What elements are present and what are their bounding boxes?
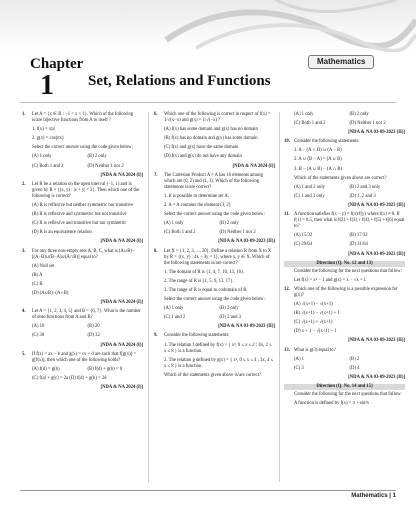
- question-text: (B) R is reflexive and symmetric but not transitive: [32, 212, 127, 218]
- question-line: [154, 145, 275, 151]
- question-line: [284, 320, 405, 326]
- question-line: [284, 357, 405, 363]
- question-line: [22, 230, 143, 236]
- question-line: [154, 203, 275, 209]
- answer-option: (C) 1 and 3 only: [294, 193, 325, 199]
- question-text: Which of the statements given above are correct?: [294, 175, 387, 181]
- question-line: [284, 311, 405, 317]
- answer-option: (B) 2 only: [219, 306, 239, 312]
- exam-source-tag: [NDA & NA 2024 (I)]: [100, 300, 143, 306]
- question-number: [284, 278, 294, 284]
- question-number: [22, 273, 32, 279]
- question-text: 2. The relation g defined by g(x) = { x², 0 ≤ x ≤ 4 ; 3x, 4 ≤ x ≤ 8 } is a function.: [164, 357, 274, 369]
- question-number: [154, 315, 164, 321]
- question-number: [22, 154, 32, 160]
- question-number: [284, 269, 294, 275]
- question-number: [154, 358, 164, 370]
- column-middle: [154, 112, 275, 382]
- header-band: [0, 0, 416, 52]
- question-number: [284, 320, 294, 326]
- question-number: [22, 145, 32, 151]
- question-text: Consider the following statements:: [294, 139, 360, 145]
- question-number: [284, 112, 294, 118]
- question-line: [154, 297, 275, 303]
- question-line: [154, 194, 275, 200]
- answer-option: (C) Both 1 and 2: [294, 121, 326, 127]
- answer-option: (A) 1 only: [164, 306, 184, 312]
- answer-option: (D) Neither 1 nor 2: [349, 121, 386, 127]
- question-number: [154, 145, 164, 151]
- question-number: [284, 167, 294, 173]
- answer-option: (A) 10: [32, 324, 45, 330]
- question-text: 2. g(x) = cos(πx): [32, 136, 64, 142]
- question-number: [284, 242, 294, 248]
- question-line: [154, 373, 275, 379]
- question-number: [284, 311, 294, 317]
- exam-source-tag: [NDA & NA 03-09-2023 (II)]: [348, 202, 405, 208]
- question-text: 1. It is possible to determine set A.: [164, 193, 229, 199]
- question-line: [284, 233, 405, 239]
- question-text: (C) B: [32, 281, 43, 287]
- column-divider: [279, 112, 280, 482]
- question-line: [22, 333, 143, 339]
- question-text: (D) R is an equivalence relation: [32, 230, 92, 236]
- question-number: [284, 121, 294, 127]
- question-number: 8.: [154, 248, 158, 254]
- question-number: [154, 136, 164, 142]
- question-text: (A) √(x+1) − √(x+1): [294, 302, 333, 308]
- question-number: [284, 329, 294, 335]
- question-text: Select the correct answer using the code given below:: [32, 145, 133, 151]
- direction-banner: Direction (Q. No. 14 and 15): [284, 384, 405, 390]
- answer-option: (A) 1 only: [294, 112, 314, 117]
- question-line: [154, 230, 275, 236]
- question-number: [154, 373, 164, 379]
- question-text: If f(x) = ax − b and g(x) = cx + d are such that f[g(x)] = g[f(x)], then which one of the following holds?: [32, 351, 137, 363]
- question-line: [154, 249, 275, 267]
- question-text: (B) A: [32, 272, 43, 278]
- question-line: [284, 167, 405, 173]
- question-number: [154, 288, 164, 294]
- question-number: [22, 333, 32, 339]
- question-text: Consider the following for the next questions that follow:: [294, 392, 402, 397]
- answer-option: (D) 2 and 3: [219, 315, 241, 321]
- answer-option: (B) f(d) + g(b) = 0: [87, 366, 123, 372]
- question-line: [284, 392, 405, 398]
- question-line: [22, 127, 143, 133]
- question-line: [154, 358, 275, 370]
- question-text: (D) f(x) and g(x) do not have any domain: [164, 154, 242, 160]
- question-line: [22, 309, 143, 321]
- question-number: 2.: [22, 181, 26, 187]
- answer-option: (B) 2 only: [349, 112, 369, 117]
- question-number: [22, 221, 32, 227]
- question-number: [22, 127, 32, 133]
- question-line: [22, 324, 143, 330]
- question-line: [284, 212, 405, 230]
- exam-source-tag: [NDA & NA 2024 (I)]: [100, 385, 143, 390]
- question-text: A function satisfies f(x − y) = f(x)/f(y) where f(x) ≠ 0. If f(1) = 0.5, then what is f(2) + f(3) + f(4) + f(5) + f(6) equal to?: [294, 212, 405, 230]
- question-text: (A) R is reflexive but neither symmetric nor transitive: [32, 203, 134, 209]
- page-footer: Mathematics | 1: [351, 493, 396, 499]
- question-line: [22, 249, 143, 261]
- answer-option: (A) 15/32: [294, 233, 313, 239]
- subject-tag: Mathematics: [308, 55, 374, 69]
- question-number: [154, 279, 164, 285]
- chapter-title: Set, Relations and Functions: [88, 73, 271, 89]
- answer-option: (C) Both 1 and 2: [32, 163, 64, 169]
- answer-option: (D) 31/64: [349, 242, 368, 248]
- question-number: [22, 367, 32, 373]
- question-text: (B) f(x) has no domain and g(x) has some domain: [164, 136, 258, 142]
- question-number: [22, 136, 32, 142]
- question-line: [284, 366, 405, 372]
- question-line: [22, 221, 143, 227]
- question-number: [284, 392, 294, 398]
- question-text: 1. The domain of R is {1, 4, 7, 10, 13, 16}.: [164, 269, 245, 275]
- question-line: [154, 127, 275, 133]
- question-number: [154, 221, 164, 227]
- question-line: [284, 176, 405, 182]
- question-line: [154, 173, 275, 191]
- question-number: [22, 212, 32, 218]
- title-divider: [20, 102, 396, 103]
- question-number: [154, 343, 164, 355]
- question-number: [154, 194, 164, 200]
- question-number: [154, 127, 164, 133]
- question-text: (C) f(a) + g(c) = 2a (D) f(d) + g(b) = 2d: [32, 375, 107, 381]
- answer-option: (C) 1 and 2: [164, 315, 186, 321]
- question-line: [154, 306, 275, 312]
- question-number: [22, 282, 32, 288]
- question-text: (D) x + 1 − √(x+1) + 1: [294, 329, 337, 335]
- question-text: A function is defined by f(x) = π + sin²x: [294, 401, 370, 407]
- question-line: [154, 315, 275, 321]
- question-text: Let R be a relation on the open interval (−1, 1) and is given by R = {(x, y) : |x + y| < 2}. Then which one of the following is correct?: [32, 181, 140, 199]
- question-number: [154, 154, 164, 160]
- question-number: 4.: [22, 309, 26, 315]
- question-line: [284, 329, 405, 335]
- question-line: [22, 136, 143, 142]
- answer-option: (D) Neither 1 nor 2: [87, 163, 124, 169]
- exam-source-tag: [NDA & NA 2024 (I)]: [232, 163, 275, 169]
- question-number: [284, 302, 294, 308]
- question-number: [22, 324, 32, 330]
- question-text: (A) f(x) has some domain and g(x) has no domain: [164, 127, 258, 133]
- question-line: [284, 139, 405, 145]
- question-number: 11.: [284, 212, 290, 218]
- question-line: [284, 278, 405, 284]
- column-left: [22, 112, 143, 394]
- question-line: [284, 185, 405, 191]
- question-number: 12.: [284, 286, 290, 292]
- decorative-swirl-icon: [156, 0, 416, 52]
- exam-source-tag: [NDA & NA 03-09-2023 (II)]: [348, 251, 405, 257]
- answer-option: (B) 2 only: [87, 154, 107, 160]
- question-number: [22, 376, 32, 382]
- question-line: [284, 287, 405, 299]
- question-text: What is g(3) equal to?: [294, 347, 336, 353]
- answer-option: (A) 1 only: [32, 154, 52, 160]
- question-text: The Cartesian Product A × A has 16 elements among which are (0, 2) and (1, 3). Which of the following statements is/are correct?: [164, 172, 263, 190]
- question-line: [284, 194, 405, 200]
- question-text: 2. A × A contains the element (3, 2): [164, 203, 231, 209]
- question-number: 13.: [284, 347, 290, 353]
- question-line: [154, 154, 275, 160]
- question-number: 9.: [154, 333, 158, 339]
- question-text: For any three non-empty sets A, B, C, what is (A∪B)−[(A−B)∪(B−A)∪(A∩B)] equal to?: [32, 248, 135, 260]
- question-line: [154, 270, 275, 276]
- question-line: [22, 273, 143, 279]
- question-number: 3.: [22, 248, 26, 254]
- question-line: [154, 288, 275, 294]
- question-text: (C) f(x) and g(x) have the same domain: [164, 145, 239, 151]
- answer-option: (C) 30: [32, 333, 45, 339]
- question-line: [22, 291, 143, 297]
- question-number: [284, 401, 294, 407]
- question-number: [284, 194, 294, 200]
- question-number: [22, 291, 32, 297]
- question-line: [284, 401, 405, 407]
- answer-option: (B) 2: [349, 356, 360, 362]
- exam-source-tag: [NDA & NA 2024 (I)]: [100, 342, 143, 348]
- question-number: [284, 157, 294, 163]
- question-text: Which one of the following is correct in respect of f(x) = 1/√(x−x) and g(x) = 1/√(−x) ?: [164, 112, 271, 124]
- footer-divider: [20, 490, 396, 491]
- question-number: [22, 230, 32, 236]
- question-number: [154, 230, 164, 236]
- question-line: [154, 343, 275, 355]
- exam-source-tag: [NDA & NA 03-09-2023 (II)]: [348, 374, 405, 380]
- question-line: [22, 203, 143, 209]
- question-line: [284, 269, 405, 275]
- question-text: Select the correct answer using the code given below:: [164, 212, 265, 218]
- question-text: Which of the statements given above is/are correct?: [164, 372, 261, 378]
- question-text: Consider the following statements:: [164, 333, 230, 339]
- question-text: 2. A ∪ (B − A) = (A ∪ B): [294, 157, 342, 163]
- question-text: Let A = {x ∈ R : −1 < x < 1}. Which of the following is/are bijective functions from A to itself ?: [32, 112, 134, 124]
- question-line: [22, 352, 143, 364]
- question-line: [22, 182, 143, 200]
- question-number: [284, 185, 294, 191]
- question-number: 10.: [284, 139, 290, 145]
- answer-option: (B) 2 and 3 only: [349, 184, 381, 190]
- question-line: [22, 367, 143, 373]
- question-line: [22, 282, 143, 288]
- answer-option: (B) 20: [87, 324, 100, 330]
- exam-source-tag: [NDA & NA 03-09-2023 (II)]: [218, 324, 275, 330]
- question-text: (A) Null set: [32, 263, 55, 269]
- answer-option: (B) 17/32: [349, 233, 368, 239]
- answer-option: (A) f(d) = g(b): [32, 366, 60, 372]
- answer-option: (A) 1 only: [164, 221, 184, 227]
- answer-option: (A) 1: [294, 356, 305, 362]
- question-line: [284, 302, 405, 308]
- exam-source-tag: [NDA & NA 03-09-2023 (II)]: [348, 338, 405, 344]
- question-text: Let A = {1, 2, 3, 4, 5} and B = {6, 7}. What is the number of onto functions from A and B?: [32, 309, 141, 321]
- question-line: [22, 264, 143, 270]
- question-line: [284, 348, 405, 354]
- question-text: Select the correct answer using the code given below:: [164, 297, 265, 303]
- question-text: 3. The range of R is equal to codomain of R.: [164, 287, 248, 293]
- question-text: 1. The relation f defined by f(x) = { x³, 0 ≤ x ≤ 2 ; 4x, 2 ≤ x ≤ 8 } is a function.: [164, 342, 272, 354]
- question-text: (C) √(x+1) + √(x+1): [294, 320, 333, 326]
- question-number: [284, 176, 294, 182]
- question-number: [22, 164, 32, 170]
- question-text: Let X = {1, 2, 3, ..., 20}. Define a relation R from X to X by R = {(x, y) : 4x − 3y = 1}, where x, y ∈ X. Which of the following statements is/are correct?: [164, 248, 272, 266]
- question-number: [154, 270, 164, 276]
- question-text: 1. f(x) = x|x|: [32, 127, 56, 133]
- question-line: [284, 157, 405, 163]
- question-number: 1.: [22, 112, 26, 117]
- question-line: [154, 333, 275, 339]
- question-line: [154, 136, 275, 142]
- answer-option: (A) 1 and 2 only: [294, 184, 325, 190]
- exam-source-tag: [NDA & NA 03-09-2023 (II)]: [218, 239, 275, 245]
- question-number: [154, 203, 164, 209]
- question-text: 2. The range of R is {1, 5, 9, 13, 17}.: [164, 278, 234, 284]
- question-line: [154, 212, 275, 218]
- question-line: [284, 121, 405, 127]
- exam-source-tag: [NDA & NA 03-09-2023 (II)]: [348, 130, 405, 136]
- question-line: [284, 112, 405, 118]
- question-number: 7.: [154, 172, 158, 178]
- question-line: [284, 242, 405, 248]
- question-line: [22, 154, 143, 160]
- question-text: Which one of the following is a possible expression for g(x)?: [294, 286, 398, 298]
- chapter-label: Chapter: [30, 56, 84, 72]
- question-text: (C) R is reflexive and transitive but not symmetric: [32, 221, 127, 227]
- answer-option: (D) Neither 1 nor 2: [219, 230, 256, 236]
- question-number: [22, 203, 32, 209]
- column-right: [284, 112, 405, 410]
- answer-option: (D) 32: [87, 333, 100, 339]
- exam-source-tag: [NDA & NA 2024 (I)]: [100, 172, 143, 178]
- question-line: [284, 148, 405, 154]
- question-number: [22, 264, 32, 270]
- answer-option: (D) 1, 2 and 3: [349, 193, 376, 199]
- question-text: (D) (A∪B)−(A∩B): [32, 290, 69, 296]
- question-number: [154, 297, 164, 303]
- question-number: [284, 357, 294, 363]
- column-divider: [148, 112, 149, 482]
- question-number: 6.: [154, 112, 158, 117]
- answer-option: (C) Both 1 and 2: [164, 230, 196, 236]
- question-line: [154, 221, 275, 227]
- answer-option: (C) 3: [294, 365, 304, 371]
- question-line: [22, 164, 143, 170]
- question-line: [22, 145, 143, 151]
- question-text: (B) √(x+1) − √(x+1) + 1: [294, 311, 340, 317]
- question-text: 1. A − (A ∩ B) ∪ (A − B): [294, 148, 342, 154]
- question-text: 3. B − (A ∪ B) − (A ∩ B): [294, 166, 343, 172]
- question-number: [284, 366, 294, 372]
- question-number: [284, 148, 294, 154]
- question-number: [154, 212, 164, 218]
- direction-banner: Direction (Q. No. 12 and 13): [284, 261, 405, 267]
- question-number: 5.: [22, 351, 26, 357]
- question-line: [22, 112, 143, 124]
- answer-option: (D) 4: [349, 365, 360, 371]
- question-text: Let f(x) = x² − 1 and g(x) = x − √x + 1: [294, 277, 366, 283]
- question-number: [154, 306, 164, 312]
- chapter-number: 1: [40, 70, 54, 101]
- question-line: [154, 279, 275, 285]
- answer-option: (B) 2 only: [219, 221, 239, 227]
- exam-source-tag: [NDA & NA 2024 (I)]: [100, 239, 143, 245]
- question-line: [154, 112, 275, 124]
- question-line: [22, 212, 143, 218]
- answer-option: (C) 29/64: [294, 242, 313, 248]
- question-number: [284, 233, 294, 239]
- question-text: Consider the following for the next questions that follow:: [294, 268, 402, 274]
- question-line: [22, 376, 143, 382]
